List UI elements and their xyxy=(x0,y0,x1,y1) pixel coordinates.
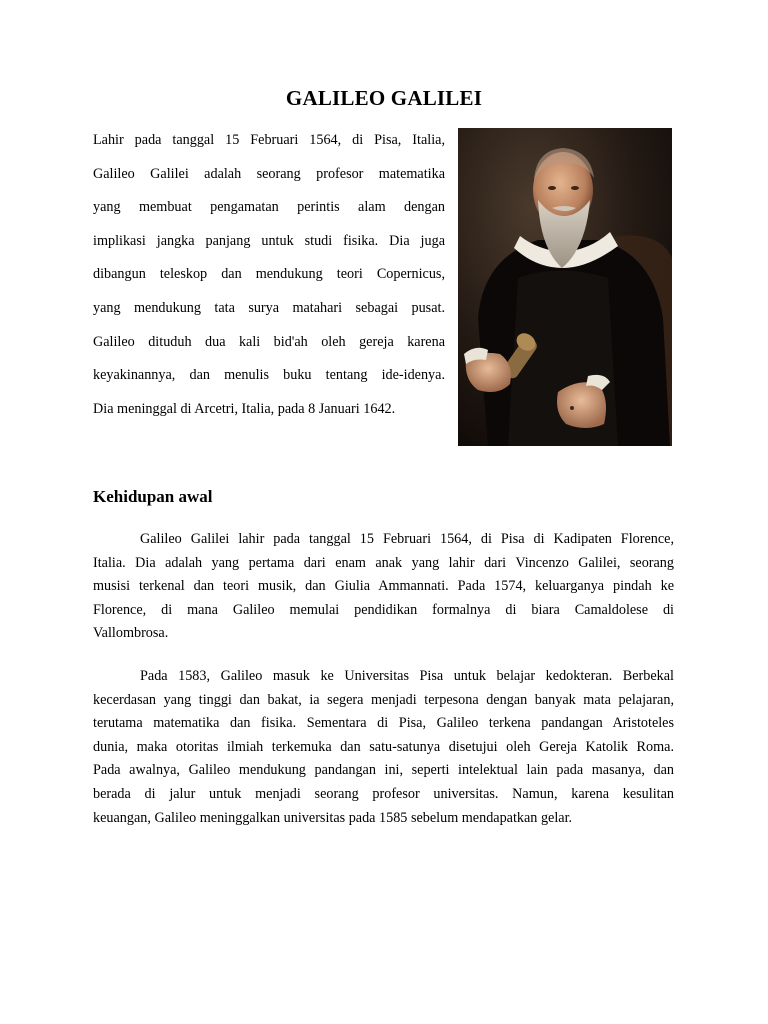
intro-line: dibangun teleskop dan mendukung teori Copernicus, xyxy=(93,266,445,283)
intro-paragraph xyxy=(93,124,445,426)
galileo-portrait xyxy=(458,128,672,446)
body-paragraph xyxy=(93,665,674,830)
section-heading: Kehidupan awal xyxy=(93,487,213,506)
intro-line: Galileo dituduh dua kali bid'ah oleh gereja karena xyxy=(93,333,445,350)
intro-line: Dia meninggal di Arcetri, Italia, pada 8 Januari 1642. xyxy=(93,400,396,417)
paragraph-line: Pada 1583, Galileo masuk ke Universitas Pisa untuk belajar kedokteran. Berbekal xyxy=(140,668,674,684)
paragraph-line: keuangan, Galileo meninggalkan universitas pada 1585 sebelum mendapatkan gelar. xyxy=(93,809,573,826)
intro-line: implikasi jangka panjang untuk studi fisika. Dia juga xyxy=(93,232,445,249)
paragraph-line: Galileo Galilei lahir pada tanggal 15 Februari 1564, di Pisa di Kadipaten Florence, xyxy=(140,531,674,547)
intro-line: keyakinannya, dan menulis buku tentang ide-idenya. xyxy=(93,367,445,384)
intro-line: yang mendukung tata surya matahari sebagai pusat. xyxy=(93,299,445,316)
body-paragraph xyxy=(93,528,674,646)
intro-line: Galileo Galilei adalah seorang profesor matematika xyxy=(93,165,445,182)
paragraph-line: terutama matematika dan fisika. Sementara di Pisa, Galileo terkena pandangan Aristoteles xyxy=(93,715,674,732)
paragraph-line: Pada awalnya, Galileo mendukung pandangan ini, seperti intelektual lain pada masanya, dan xyxy=(93,762,674,779)
paragraph-line: kecerdasan yang tinggi dan bakat, ia segera menjadi terpesona dengan banyak mata pelajaran, xyxy=(93,691,674,708)
intro-line: yang membuat pengamatan perintis alam dengan xyxy=(93,199,445,216)
portrait-illustration xyxy=(458,128,672,446)
paragraph-line: Florence, di mana Galileo memulai pendidikan formalnya di biara Camaldolese di xyxy=(93,601,674,618)
page-title: GALILEO GALILEI xyxy=(285,86,483,110)
paragraph-line: berada di jalur untuk menjadi seorang profesor universitas. Namun, karena kesulitan xyxy=(93,785,674,802)
paragraph-line: dunia, maka otoritas ilmiah terkemuka dan satu-satunya disetujui oleh Gereja Katolik Roma. xyxy=(93,738,674,755)
paragraph-line: Italia. Dia adalah yang pertama dari enam anak yang lahir dari Vincenzo Galilei, seorang xyxy=(93,554,674,571)
paragraph-line: musisi terkenal dan teori musik, dan Giulia Ammannati. Pada 1574, keluarganya pindah ke xyxy=(93,578,674,595)
paragraph-line: Vallombrosa. xyxy=(93,625,169,642)
intro-line: Lahir pada tanggal 15 Februari 1564, di Pisa, Italia, xyxy=(93,132,445,148)
